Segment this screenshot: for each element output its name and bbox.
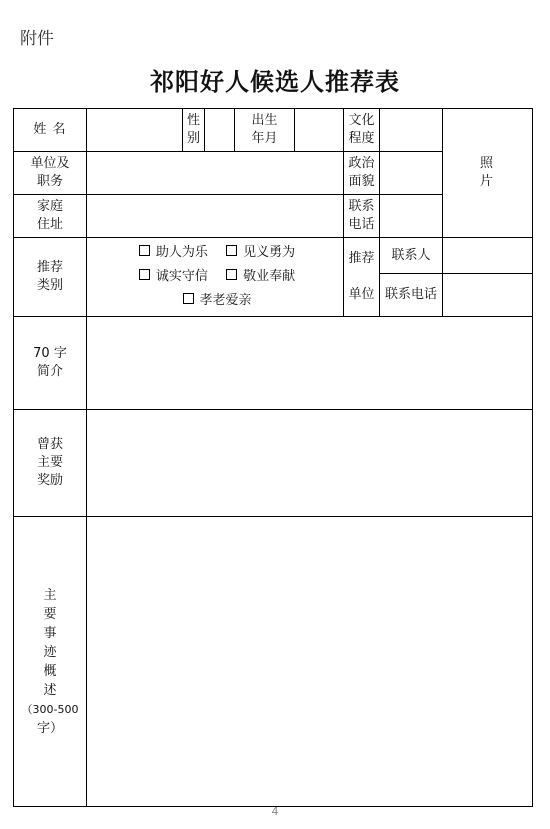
phone-field[interactable] — [380, 195, 443, 238]
page-number: 4 — [271, 805, 279, 818]
awards-field[interactable] — [87, 410, 533, 517]
checkbox-icon[interactable] — [226, 269, 237, 280]
checkbox-icon[interactable] — [139, 245, 150, 256]
checkbox-honesty[interactable]: 诚实守信 — [135, 269, 218, 284]
attachment-label: 附件 — [20, 29, 54, 49]
intro-label: 70 字 简介 — [14, 317, 87, 410]
education-label: 文化 程度 — [344, 109, 380, 152]
awards-label: 曾获 主要 奖励 — [14, 410, 87, 517]
gender-label: 性 别 — [183, 109, 205, 152]
political-label: 政治 面貌 — [344, 152, 380, 195]
birth-field[interactable] — [295, 109, 344, 152]
birth-label: 出生 年月 — [235, 109, 295, 152]
phone-label: 联系 电话 — [344, 195, 380, 238]
checkbox-icon[interactable] — [183, 293, 194, 304]
address-field[interactable] — [87, 195, 344, 238]
checkbox-icon[interactable] — [139, 269, 150, 280]
unit-title-field[interactable] — [87, 152, 344, 195]
political-field[interactable] — [380, 152, 443, 195]
name-field[interactable] — [87, 109, 183, 152]
category-label: 推荐 类别 — [14, 238, 87, 317]
checkbox-bravery[interactable]: 见义勇为 — [222, 245, 295, 260]
contact-person-field[interactable] — [443, 238, 533, 274]
checkbox-dedication[interactable]: 敬业奉献 — [222, 269, 295, 284]
gender-field[interactable] — [205, 109, 235, 152]
page-title: 祁阳好人候选人推荐表 — [150, 67, 400, 96]
education-field[interactable] — [380, 109, 443, 152]
recommend-unit-label: 推荐 单位 — [344, 238, 380, 317]
checkbox-icon[interactable] — [226, 245, 237, 256]
contact-phone-label: 联系电话 — [380, 274, 443, 317]
checkbox-helping[interactable]: 助人为乐 — [135, 245, 218, 260]
name-label: 姓 名 — [14, 109, 87, 152]
contact-phone-field[interactable] — [443, 274, 533, 317]
category-options — [87, 238, 344, 317]
deeds-field[interactable] — [87, 517, 533, 807]
intro-field[interactable] — [87, 317, 533, 410]
checkbox-filial[interactable]: 孝老爱亲 — [179, 293, 252, 308]
address-label: 家庭 住址 — [14, 195, 87, 238]
photo-area[interactable]: 照 片 — [443, 109, 533, 238]
recommendation-form — [13, 108, 533, 807]
deeds-label: 主 要 事 迹 概 述 （300-500 字） — [14, 517, 87, 807]
unit-title-label: 单位及 职务 — [14, 152, 87, 195]
contact-person-label: 联系人 — [380, 238, 443, 274]
